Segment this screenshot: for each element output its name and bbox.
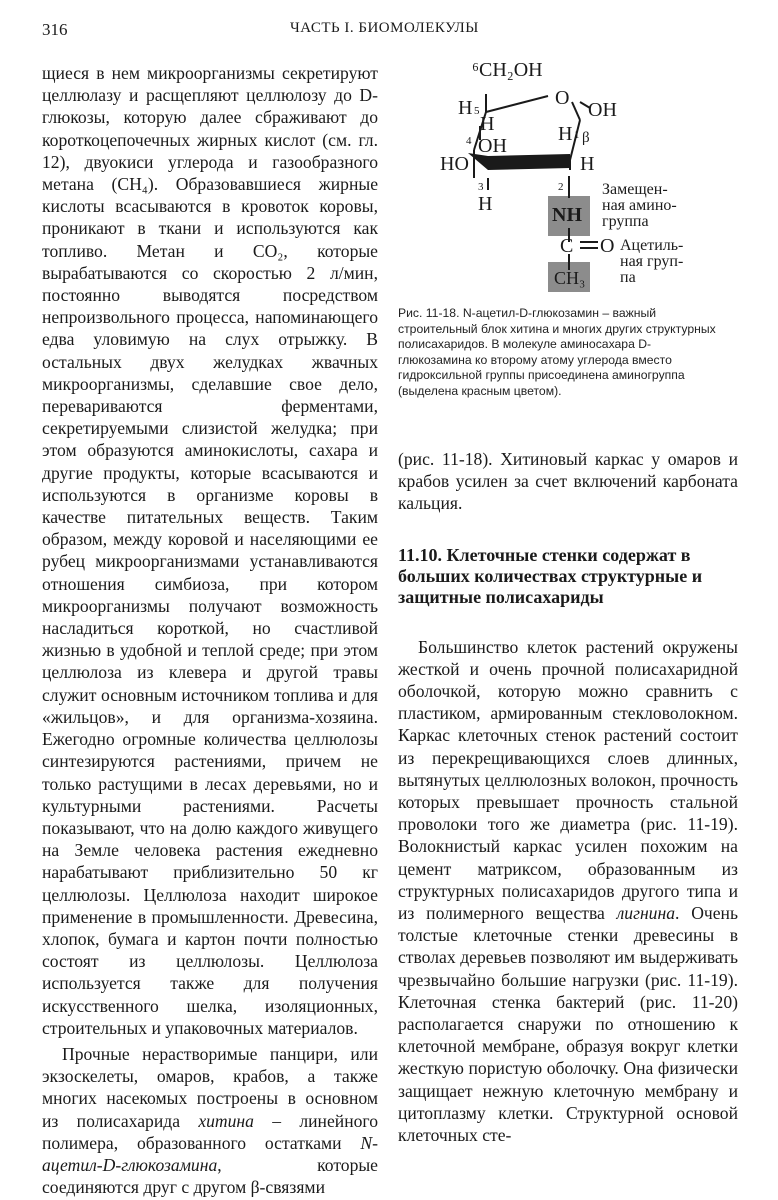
beta-label: β	[582, 130, 590, 146]
figure-caption: Рис. 11-18. N-ацетил-D-глюкозамин – важный строительный блок хитина и многих других структурных полисахаридов. В молекуле аминосахара D-глюкозамина ко второму атому углерода вместо гидроксильной группы присоединена аминогруппа (выделена красным цветом).	[398, 306, 716, 398]
atom-nh: NH	[552, 204, 582, 226]
locant-5: 5	[474, 105, 480, 117]
label-amino-line1: Замещен-	[602, 181, 668, 198]
atom-ho: HO	[440, 153, 469, 175]
term-n-acetyl-glucosamine: N-ацетил-D-глюкозамина	[42, 1132, 378, 1175]
locant-2: 2	[558, 181, 564, 193]
atom-oh-c4: OH	[478, 135, 507, 157]
atom-h-c1: H	[558, 123, 573, 145]
label-acetyl-line3: па	[620, 269, 636, 286]
label-amino-line3: группа	[602, 213, 649, 230]
right-paragraph-2-text-b: . Очень толстые клеточные стенки древесины в стволах деревьев позволяют им выдерживать чрезвычайно большие нагрузки (рис. 11-19). Клеточная стенка бактерий (рис. 11-20) располагается снаружи по отношению к клеточной мембране, образуя вокруг клетки жесткую пористую оболочку. Она физически защищает нежную клеточную мембрану и цитоплазму клетки. Структурной основой клеточных сте-	[398, 903, 739, 1146]
atom-h-c2: H	[580, 153, 595, 175]
page-header	[0, 20, 778, 44]
atom-oh-c1: OH	[588, 99, 617, 121]
bond-c5-o	[486, 96, 548, 112]
left-paragraph-2	[42, 1043, 378, 1198]
atom-ring-oxygen: O	[555, 87, 570, 109]
left-paragraph-2-text-c: , которые соединяются друг с другом β-связями	[42, 1154, 378, 1198]
n-acetylglucosamine-structure	[398, 58, 738, 308]
label-amino-line2: ная амино-	[602, 197, 677, 214]
right-paragraph-1: (рис. 11-18). Хитиновый каркас у омаров и крабов усилен за счет включений карбоната кальция.	[398, 449, 738, 514]
atom-ch3: CH₃	[554, 268, 586, 288]
term-lignin: лигнина	[616, 903, 676, 924]
bond-o-c1	[572, 102, 580, 120]
atom-o-carbonyl: O	[600, 235, 615, 257]
atom-h-c3: H	[478, 193, 493, 215]
label-acetyl-line1: Ацетиль-	[620, 237, 684, 254]
right-column	[398, 448, 738, 1146]
label-acetyl-line2: ная груп-	[620, 253, 684, 270]
locant-4: 4	[466, 135, 472, 147]
left-paragraph-2-text-a: Прочные нерастворимые панцири, или экзоскелеты, омаров, крабов, а также многих насекомых построены в основном из полисахарида	[42, 1043, 378, 1131]
atom-c-carbonyl: C	[560, 235, 574, 257]
section-title: 11.10. Клеточные стенки содержат в больших количествах структурные и защитные полисахариды	[398, 544, 703, 607]
page-number: 316	[42, 20, 68, 39]
left-column	[42, 62, 378, 1198]
left-paragraph-2-text-b: – линейного полимера, образованного остатками	[42, 1110, 378, 1153]
running-head: ЧАСТЬ I. БИОМОЛЕКУЛЫ	[290, 20, 479, 36]
right-paragraph-2	[398, 636, 738, 1147]
atom-ch2oh: ⁶CH₂OH	[472, 59, 543, 81]
locant-3: 3	[478, 181, 484, 193]
atom-h-c5: H	[458, 97, 473, 119]
right-paragraph-2-text-a: Большинство клеток растений окружены жесткой и очень прочной полисахаридной оболочкой, которую можно сравнить с пластиком, армированным стекловолокном. Каркас клеточных стенок растений состоит из перекрещивающихся слоев длинных, вытянутых целлюлозных волокон, прочность которых превышает прочность стальной проволоки того же диаметра (рис. 11-19). Волокнистый каркас усилен похожим на цемент матриксом, образованным из структурных полисахаридов другого типа и из полимерного вещества	[398, 636, 738, 924]
atom-h-c4: H	[480, 113, 495, 135]
locant-1: 1	[574, 129, 580, 141]
term-chitin: хитина	[198, 1110, 254, 1131]
left-paragraph-1: щиеся в нем микроорганизмы секретируют целлюлазу и расщепляют целлюлозу до D-глюкозы, которую далее сбраживают до короткоцепочечных жирных кислот (см. гл. 12), двуокиси углерода и газообразного метана (CH₄). Образовавшиеся жирные кислоты всасываются в кровоток коровы, проникают в ткани и используются как топливо. Метан и CO₂, которые вырабатываются со скоростью 2 л/мин, постоянно выводятся посредством непроизвольного процесса, напоминающего едва уловимую на слух отрыжку. В остальных двух желудках жвачных микроорганизмы, сделавшие свое дело, перевариваются ферментами, секретируемыми слизистой желудка; при этом образуются аминокислоты, сахара и другие продукты, которые всасываются и используются в организме коровы в качестве питательных веществ. Таким образом, между коровой и населяющими ее рубец микроорганизмами устанавливаются отношения симбиоза, при котором микроорганизмы получают возможность насладиться короткой, но счастливой жизнью в удобной и теплой среде; при этом целлюлоза из клевера и другой травы служит основным источником топлива и для «жильцов», и для организма-хозяина. Ежегодно огромные количества целлюлозы синтезируются растениями, причем не только растущими в лесах деревьями, но и культурными растениями. Расчеты показывают, что на долю каждого живущего на Земле человека растения ежедневно нарабатывают приблизительно 50 кг целлюлозы. Целлюлоза находит широкое применение в промышленности. Древесина, хлопок, бумага и картон почти полностью состоят из целлюлозы. Целлюлоза используется также для получения искусственного шелка, изоляционных, строительных и упаковочных материалов.	[42, 63, 378, 1038]
